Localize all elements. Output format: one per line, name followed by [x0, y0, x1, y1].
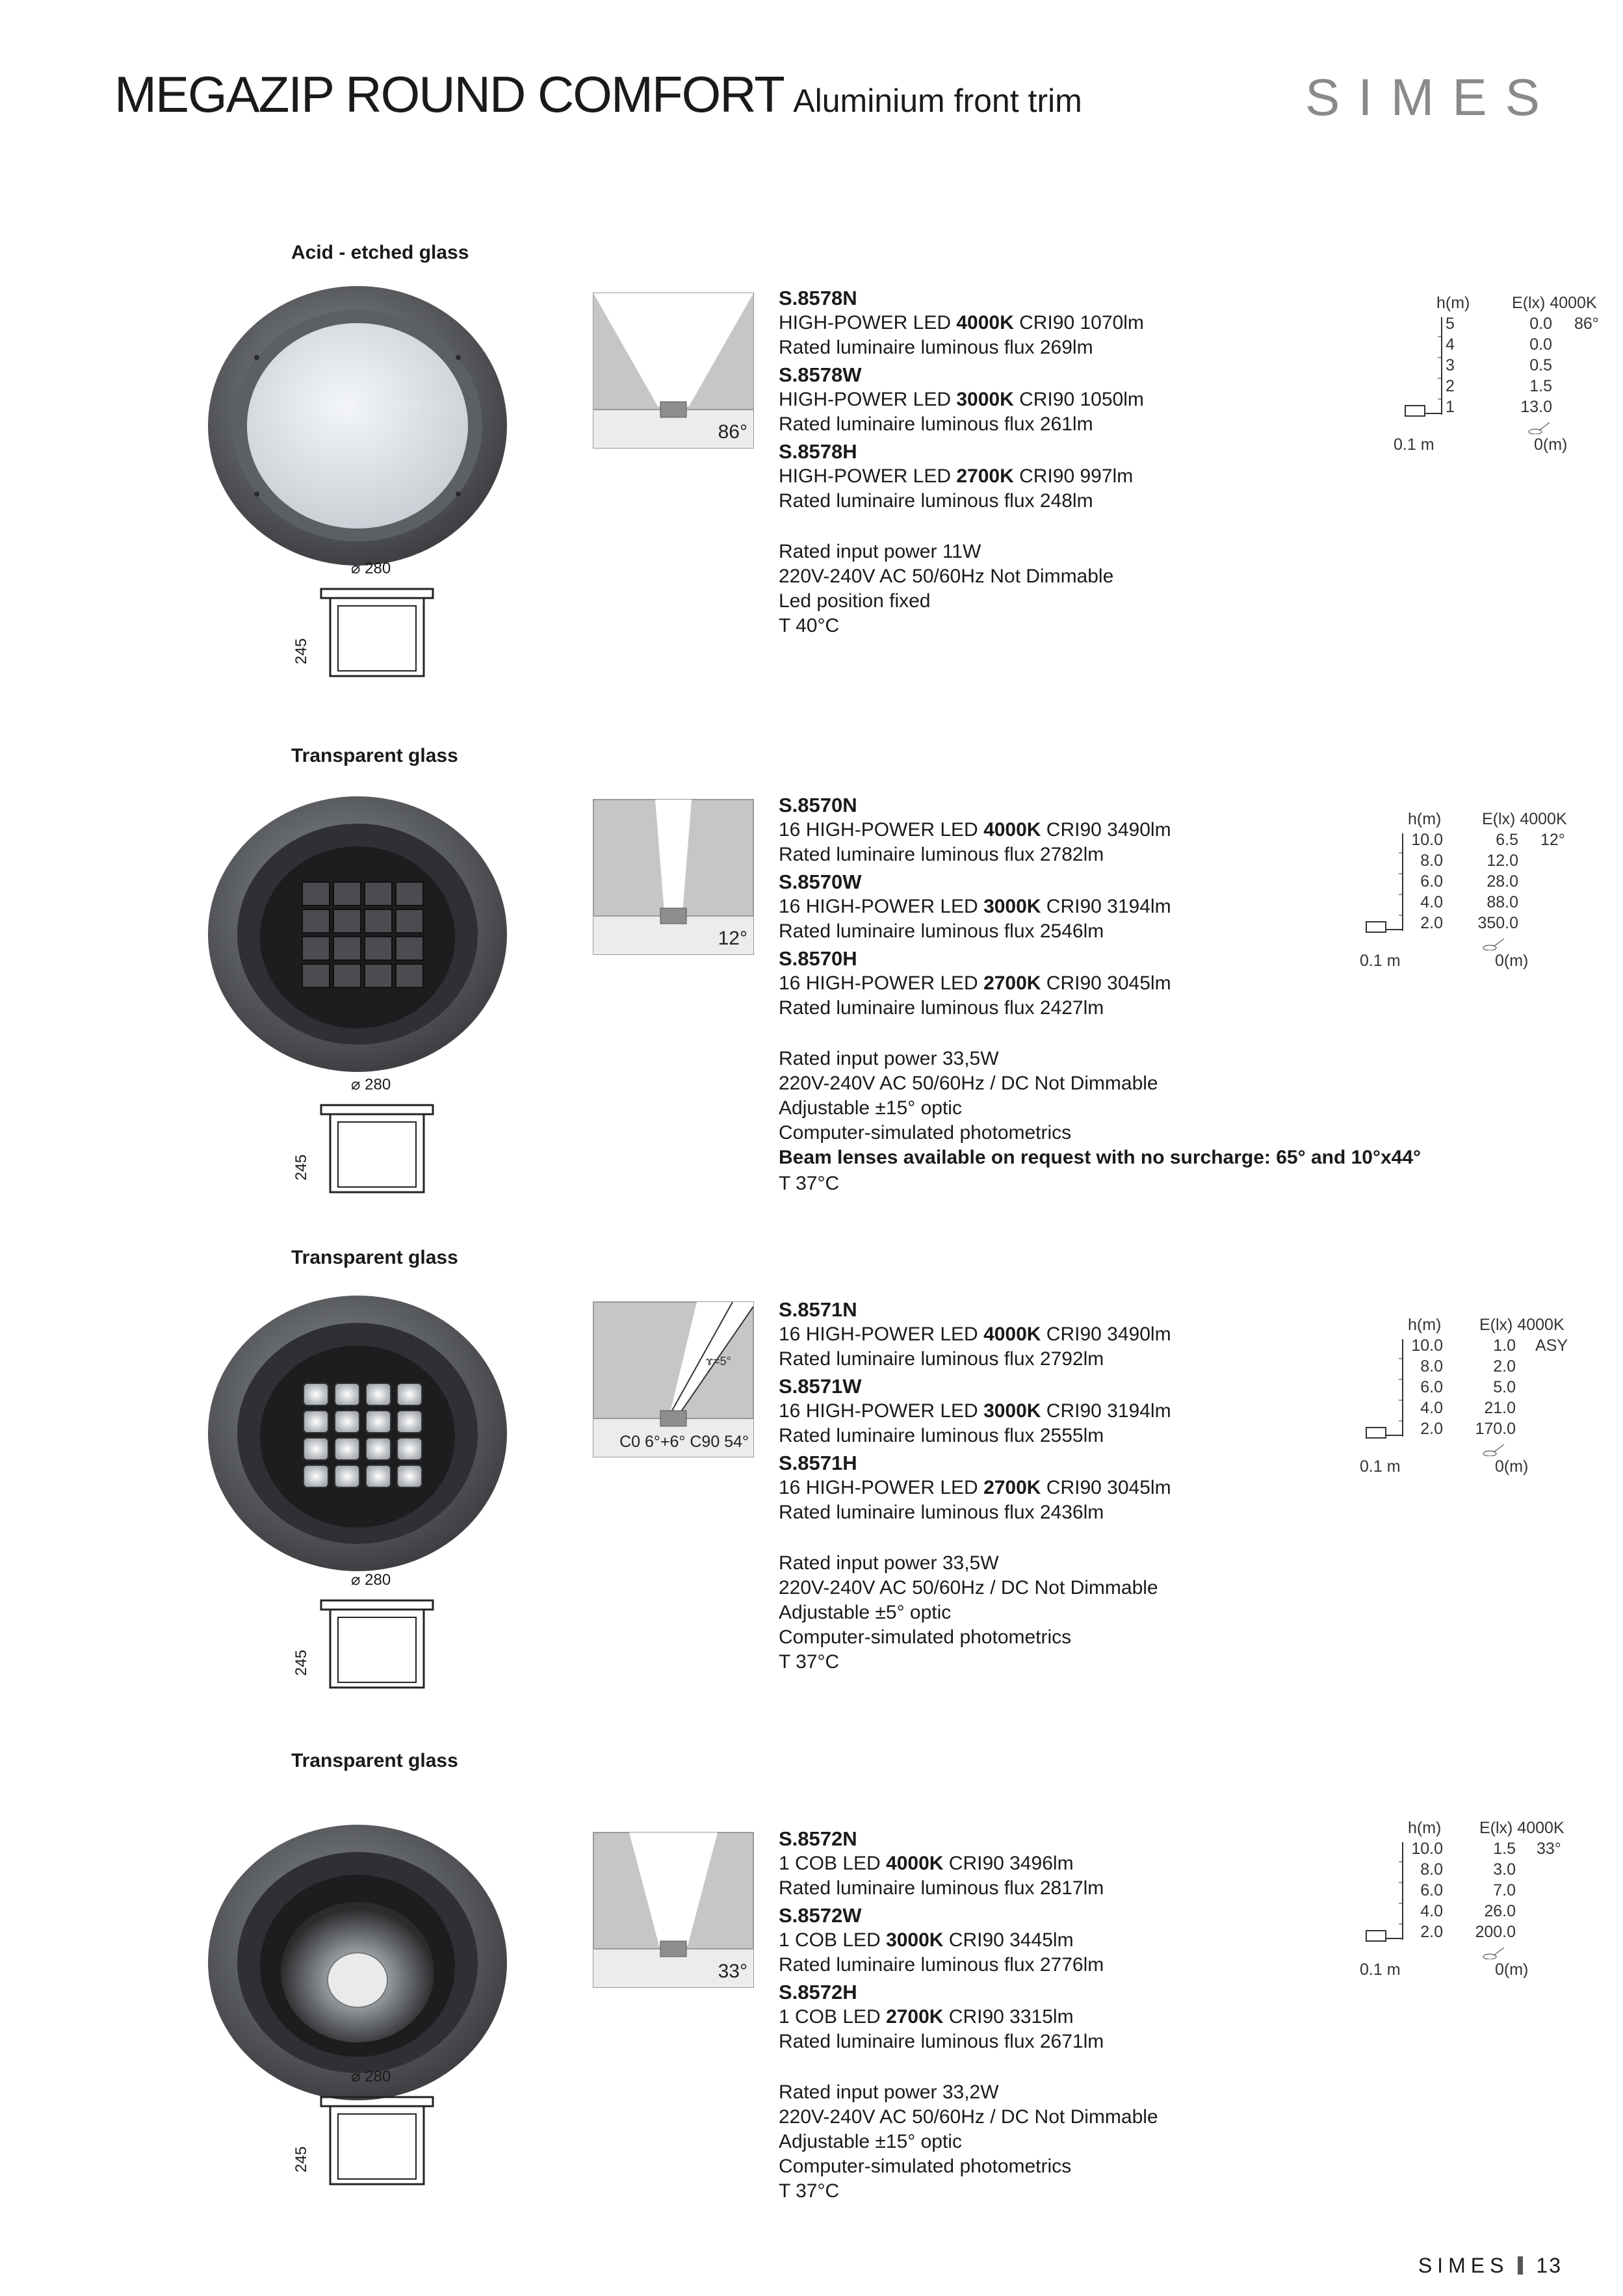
illuminance-header: E(lx) 4000K	[1479, 1819, 1565, 1837]
beam-angle-label: 86°	[718, 421, 747, 443]
luminous-flux: Rated luminaire luminous flux 2671lm	[779, 2031, 1104, 2052]
led-spec: 16 HIGH-POWER LED 4000K CRI90 3490lm	[779, 819, 1171, 841]
beam-tilt-label: ɤ=5°	[706, 1355, 731, 1368]
spec-block	[779, 1827, 1429, 2204]
brand-logo: SIMES	[1305, 68, 1558, 126]
luminous-flux: Rated luminaire luminous flux 2782lm	[779, 844, 1104, 865]
beam-angle-label: 33°	[718, 1961, 747, 1982]
height-value: 10.0	[1411, 1840, 1443, 1858]
height-value: 2.0	[1420, 1420, 1443, 1438]
diameter-label: ⌀ 280	[351, 2068, 391, 2085]
illuminance-value: 88.0	[1487, 893, 1518, 911]
section-label: Transparent glass	[291, 1750, 458, 1771]
height-value: 8.0	[1420, 1357, 1443, 1376]
dimension-drawing	[286, 2067, 455, 2197]
height-value: 4.0	[1420, 1902, 1443, 1920]
distance-label: 0.1 m	[1360, 1457, 1401, 1476]
led-spec: 16 HIGH-POWER LED 2700K CRI90 3045lm	[779, 1477, 1171, 1498]
origin-label: 0(m)	[1534, 436, 1568, 454]
illuminance-value: 200.0	[1475, 1923, 1516, 1941]
height-value: 2.0	[1420, 1923, 1443, 1941]
product-section-2	[0, 737, 1623, 1218]
illuminance-value: 0.0	[1529, 335, 1552, 354]
dimension-drawing	[286, 1571, 455, 1701]
beam-angle-label: 12°	[718, 928, 747, 949]
detail-line: Rated input power 33,5W	[779, 1552, 999, 1574]
illuminance-value: 2.0	[1493, 1357, 1516, 1376]
detail-line: Adjustable ±5° optic	[779, 1602, 952, 1623]
luminous-flux: Rated luminaire luminous flux 2436lm	[779, 1502, 1104, 1523]
illuminance-value: 6.5	[1496, 831, 1518, 849]
distance-label: 0.1 m	[1360, 952, 1401, 970]
height-value: 8.0	[1420, 852, 1443, 870]
height-value: 4.0	[1420, 1399, 1443, 1417]
beam-diagram	[593, 1832, 754, 1988]
detail-line: 220V-240V AC 50/60Hz / DC Not Dimmable	[779, 1073, 1158, 1094]
dimension-drawing	[286, 1075, 455, 1205]
led-spec: 16 HIGH-POWER LED 3000K CRI90 3194lm	[779, 896, 1171, 917]
beam-angle-label: C0 6°+6° C90 54°	[619, 1433, 749, 1451]
article-code: S.8571W	[779, 1375, 862, 1398]
detail-line: 220V-240V AC 50/60Hz Not Dimmable	[779, 566, 1114, 587]
article-code: S.8570N	[779, 794, 857, 816]
led-spec: 16 HIGH-POWER LED 4000K CRI90 3490lm	[779, 1324, 1171, 1345]
luminous-flux: Rated luminaire luminous flux 248lm	[779, 490, 1093, 512]
product-variant: Aluminium front trim	[793, 83, 1082, 119]
height-label: 245	[292, 638, 310, 664]
distance-label: 0.1 m	[1394, 436, 1435, 454]
led-spec: 1 COB LED 3000K CRI90 3445lm	[779, 1929, 1074, 1951]
product-photo	[205, 1281, 510, 1586]
height-value: 10.0	[1411, 1337, 1443, 1355]
article-code: S.8571H	[779, 1452, 857, 1474]
product-name: MEGAZIP ROUND COMFORT	[114, 66, 784, 123]
detail-line: 220V-240V AC 50/60Hz / DC Not Dimmable	[779, 2106, 1158, 2128]
article-code: S.8572W	[779, 1904, 862, 1927]
article-code: S.8578N	[779, 287, 857, 309]
detail-line: Computer-simulated photometrics	[779, 1122, 1072, 1143]
illuminance-value: 3.0	[1493, 1860, 1516, 1879]
section-label: Acid - etched glass	[291, 242, 469, 263]
beam-angle-value: 33°	[1537, 1840, 1561, 1858]
detail-line: T 37°C	[779, 1173, 840, 1194]
led-spec: 1 COB LED 2700K CRI90 3315lm	[779, 2006, 1074, 2028]
height-value: 6.0	[1420, 1881, 1443, 1899]
luminous-flux: Rated luminaire luminous flux 2546lm	[779, 920, 1104, 942]
detail-line: Adjustable ±15° optic	[779, 1097, 962, 1119]
article-code: S.8570W	[779, 870, 862, 893]
beam-diagram	[593, 1301, 754, 1457]
beam-diagram	[593, 799, 754, 955]
detail-line: Adjustable ±15° optic	[779, 2131, 962, 2152]
height-value: 5	[1446, 315, 1455, 333]
product-section-3	[0, 1239, 1623, 1720]
illuminance-value: 1.5	[1493, 1840, 1516, 1858]
origin-label: 0(m)	[1495, 952, 1529, 970]
diameter-label: ⌀ 280	[351, 560, 391, 577]
dimension-drawing	[286, 559, 455, 689]
illuminance-header: E(lx) 4000K	[1482, 810, 1567, 828]
photometric-table	[1378, 294, 1599, 463]
height-value: 6.0	[1420, 1378, 1443, 1396]
height-value: 6.0	[1420, 872, 1443, 891]
led-spec: HIGH-POWER LED 2700K CRI90 997lm	[779, 465, 1134, 487]
article-code: S.8570H	[779, 947, 857, 970]
height-value: 3	[1446, 356, 1455, 374]
detail-line: Computer-simulated photometrics	[779, 2156, 1072, 2177]
led-spec: 1 COB LED 4000K CRI90 3496lm	[779, 1853, 1074, 1874]
height-value: 10.0	[1411, 831, 1443, 849]
illuminance-value: 170.0	[1475, 1420, 1516, 1438]
detail-line: Led position fixed	[779, 590, 931, 612]
luminous-flux: Rated luminaire luminous flux 2792lm	[779, 1348, 1104, 1370]
led-spec: HIGH-POWER LED 4000K CRI90 1070lm	[779, 312, 1144, 333]
origin-label: 0(m)	[1495, 1961, 1529, 1979]
illuminance-value: 21.0	[1484, 1399, 1516, 1417]
detail-line: T 37°C	[779, 1651, 840, 1673]
height-label: 245	[292, 1154, 310, 1181]
beam-angle-value: ASY	[1535, 1337, 1568, 1355]
illuminance-value: 13.0	[1520, 398, 1552, 416]
luminous-flux: Rated luminaire luminous flux 2776lm	[779, 1954, 1104, 1976]
page-number: 13	[1536, 2254, 1562, 2277]
divider	[1518, 2256, 1523, 2275]
detail-line: Rated input power 33,5W	[779, 1048, 999, 1069]
luminous-flux: Rated luminaire luminous flux 2555lm	[779, 1425, 1104, 1446]
spec-block	[779, 793, 1429, 1196]
height-header: h(m)	[1408, 1316, 1442, 1334]
detail-line: T 37°C	[779, 2180, 840, 2202]
article-code: S.8578W	[779, 363, 862, 386]
luminous-flux: Rated luminaire luminous flux 2817lm	[779, 1877, 1104, 1899]
illuminance-value: 1.5	[1529, 377, 1552, 395]
illuminance-header: E(lx) 4000K	[1479, 1316, 1565, 1334]
spec-block	[779, 286, 1429, 638]
luminous-flux: Rated luminaire luminous flux 261lm	[779, 413, 1093, 435]
product-photo	[205, 781, 510, 1087]
illuminance-value: 5.0	[1493, 1378, 1516, 1396]
height-header: h(m)	[1436, 294, 1470, 312]
detail-line: Rated input power 11W	[779, 541, 981, 562]
product-photo	[205, 273, 510, 579]
distance-label: 0.1 m	[1360, 1961, 1401, 1979]
section-label: Transparent glass	[291, 745, 458, 766]
height-value: 8.0	[1420, 1860, 1443, 1879]
detail-line: Rated input power 33,2W	[779, 2081, 999, 2103]
detail-line: T 40°C	[779, 615, 840, 636]
product-section-4	[0, 1742, 1623, 2236]
article-code: S.8578H	[779, 440, 857, 463]
lens-note: Beam lenses available on request with no surcharge: 65° and 10°x44°	[779, 1147, 1422, 1168]
product-section-1	[0, 234, 1623, 689]
height-value: 1	[1446, 398, 1455, 416]
illuminance-value: 0.5	[1529, 356, 1552, 374]
illuminance-value: 350.0	[1477, 914, 1518, 932]
article-code: S.8571N	[779, 1298, 857, 1321]
illuminance-value: 1.0	[1493, 1337, 1516, 1355]
height-header: h(m)	[1408, 810, 1442, 828]
led-spec: 16 HIGH-POWER LED 2700K CRI90 3045lm	[779, 972, 1171, 994]
led-spec: HIGH-POWER LED 3000K CRI90 1050lm	[779, 389, 1144, 410]
height-value: 4.0	[1420, 893, 1443, 911]
origin-label: 0(m)	[1495, 1457, 1529, 1476]
photometric-table	[1352, 1819, 1586, 1988]
luminous-flux: Rated luminaire luminous flux 2427lm	[779, 997, 1104, 1019]
article-code: S.8572N	[779, 1827, 857, 1850]
page-title	[114, 65, 1082, 124]
height-label: 245	[292, 1649, 310, 1676]
beam-angle-value: 86°	[1574, 315, 1599, 333]
beam-diagram	[593, 293, 754, 449]
luminous-flux: Rated luminaire luminous flux 269lm	[779, 337, 1093, 358]
detail-line: 220V-240V AC 50/60Hz / DC Not Dimmable	[779, 1577, 1158, 1598]
illuminance-value: 28.0	[1487, 872, 1518, 891]
height-value: 2	[1446, 377, 1455, 395]
height-header: h(m)	[1408, 1819, 1442, 1837]
diameter-label: ⌀ 280	[351, 1571, 391, 1589]
section-label: Transparent glass	[291, 1247, 458, 1268]
page-footer	[1418, 2254, 1562, 2278]
diameter-label: ⌀ 280	[351, 1076, 391, 1093]
beam-angle-value: 12°	[1540, 831, 1565, 849]
illuminance-value: 26.0	[1484, 1902, 1516, 1920]
illuminance-value: 7.0	[1493, 1881, 1516, 1899]
illuminance-value: 0.0	[1529, 315, 1552, 333]
illuminance-value: 12.0	[1487, 852, 1518, 870]
illuminance-header: E(lx) 4000K	[1512, 294, 1597, 312]
footer-brand: SIMES	[1418, 2254, 1509, 2277]
led-spec: 16 HIGH-POWER LED 3000K CRI90 3194lm	[779, 1400, 1171, 1422]
height-label: 245	[292, 2146, 310, 2172]
height-value: 4	[1446, 335, 1455, 354]
spec-block	[779, 1298, 1429, 1675]
detail-line: Computer-simulated photometrics	[779, 1626, 1072, 1648]
height-value: 2.0	[1420, 914, 1443, 932]
article-code: S.8572H	[779, 1981, 857, 2003]
photometric-table	[1352, 1316, 1586, 1485]
photometric-table	[1352, 810, 1586, 979]
